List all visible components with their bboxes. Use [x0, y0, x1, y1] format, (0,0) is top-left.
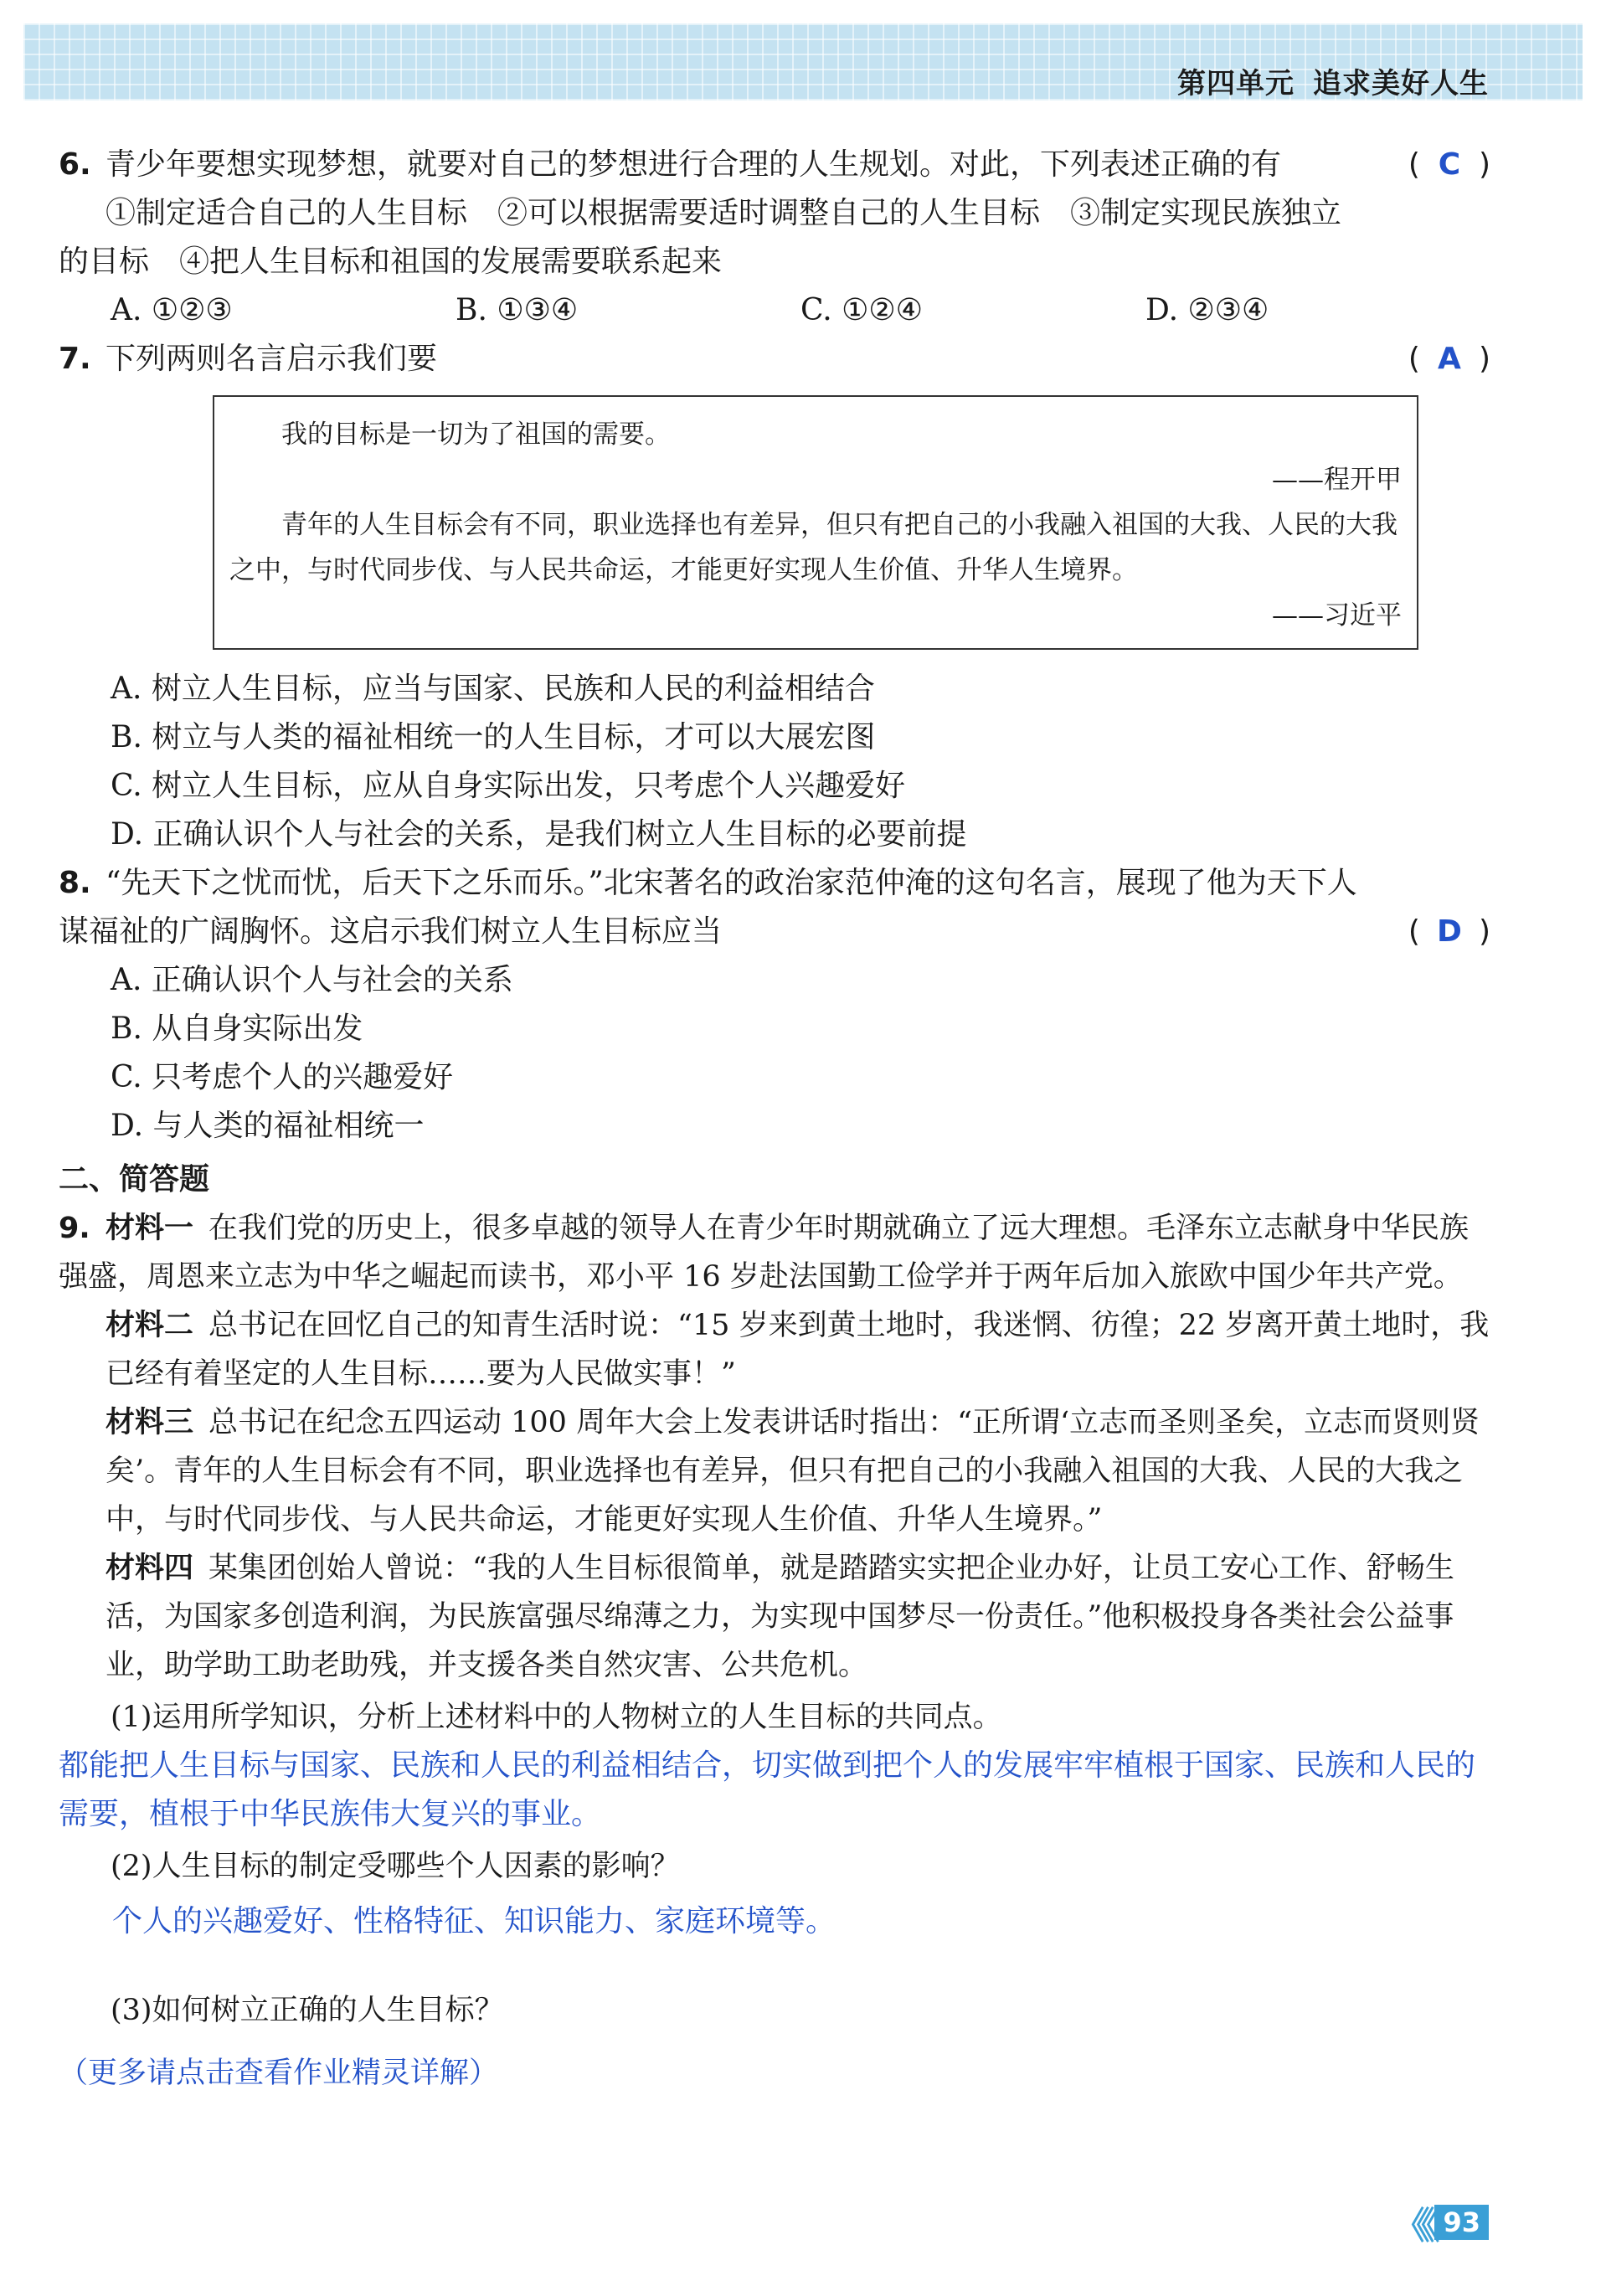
material-4-label: 材料四: [106, 1552, 194, 1585]
sub-question-1: (1)运用所学知识，分析上述材料中的人物树立的人生目标的共同点。: [111, 1701, 1002, 1734]
question-number: 9.: [59, 1212, 90, 1245]
material-3-label: 材料三: [106, 1406, 194, 1439]
quote-2-source: ——习近平: [1272, 600, 1402, 631]
quote-1-source: ——程开甲: [1272, 465, 1402, 495]
answer-slot: ( D ): [1408, 908, 1490, 956]
option-a: A. 正确认识个人与社会的关系: [111, 963, 513, 997]
option-b: B. 从自身实际出发: [111, 1012, 363, 1046]
material-4: [59, 1544, 1490, 1690]
material-2-text: 总书记在回忆自己的知青生活时说：“15 岁来到黄土地时，我迷惘、彷徨；22 岁离开黄土地时，我已经有着坚定的人生目标……要为人民做实事！”: [106, 1309, 1490, 1391]
question-stem-line2: 谋福祉的广阔胸怀。这启示我们树立人生目标应当: [59, 914, 723, 949]
unit-name: 追求美好人生: [1313, 67, 1489, 100]
question-stem: 青少年要想实现梦想，就要对自己的梦想进行合理的人生规划。对此，下列表述正确的有: [106, 147, 1282, 182]
more-details-link[interactable]: （更多请点击查看作业精灵详解）: [59, 2057, 499, 2090]
option-b: B. ①③④: [456, 293, 579, 327]
quote-box: [213, 395, 1418, 650]
answer-1: 都能把人生目标与国家、民族和人民的利益相结合，切实做到把个人的发展牢牢植根于国家、民族和人民的需要，植根于中华民族伟大复兴的事业。: [59, 1748, 1476, 1831]
answer-choice: D: [1437, 914, 1462, 949]
page-content: [59, 141, 1490, 2092]
option-d: D. 正确认识个人与社会的关系，是我们树立人生目标的必要前提: [111, 817, 967, 852]
option-c: C. 树立人生目标，应从自身实际出发，只考虑个人兴趣爱好: [111, 769, 906, 803]
option-d: D. ②③④: [1145, 293, 1269, 327]
material-1-label: 材料一: [106, 1212, 194, 1245]
material-4-text: 某集团创始人曾说：“我的人生目标很简单，就是踏踏实实把企业办好，让员工安心工作、舒畅生活，为国家多创造利润，为民族富强尽绵薄之力，为实现中国梦尽一份责任。”他积极投身各类社会公益事业，助学助工助老助残，并支援各类自然灾害、公共危机。: [106, 1552, 1454, 1682]
section-title: 二、简答题: [59, 1162, 210, 1197]
quote-1: 我的目标是一切为了祖国的需要。: [281, 420, 671, 450]
answer-choice: C: [1438, 147, 1461, 182]
question-6-items-line2: 的目标 ④把人生目标和祖国的发展需要联系起来: [59, 245, 723, 279]
sub-question-2: (2)人生目标的制定受哪些个人因素的影响？: [111, 1850, 680, 1883]
question-stem: 下列两则名言启示我们要: [106, 342, 438, 376]
question-9: [59, 1204, 1490, 1301]
material-3: [59, 1398, 1490, 1544]
answer-slot: ( C ): [1408, 141, 1490, 189]
question-8: [59, 859, 1490, 908]
quote-2: 青年的人生目标会有不同，职业选择也有差异，但只有把自己的小我融入祖国的大我、人民的大我之中，与时代同步伐、与人民共命运，才能更好实现人生价值、升华人生境界。: [229, 510, 1398, 585]
question-number: 6.: [59, 147, 91, 182]
page-number-badge: 93: [1434, 2205, 1489, 2240]
material-1-text: 在我们党的历史上，很多卓越的领导人在青少年时期就确立了远大理想。毛泽东立志献身中华民族强盛，周恩来立志为中华之崛起而读书，邓小平 16 岁赴法国勤工俭学并于两年后加入旅欧中国少年共产党。: [59, 1212, 1470, 1294]
material-2: [59, 1301, 1490, 1398]
question-6-items-line1: ①制定适合自己的人生目标 ②可以根据需要适时调整自己的人生目标 ③制定实现民族独立: [106, 196, 1342, 230]
option-c: C. 只考虑个人的兴趣爱好: [111, 1060, 454, 1094]
question-stem-line1: “先天下之忧而忧，后天下之乐而乐。”北宋著名的政治家范仲淹的这句名言，展现了他为天下人: [106, 866, 1357, 900]
material-2-label: 材料二: [106, 1309, 194, 1342]
option-c: C. ①②④: [800, 293, 923, 327]
answer-choice: A: [1438, 342, 1461, 376]
question-number: 8.: [59, 866, 91, 900]
page-number: [1392, 2196, 1489, 2249]
question-6-options: [59, 286, 1490, 335]
option-a: A. ①②③: [111, 293, 233, 327]
answer-slot: ( A ): [1408, 335, 1490, 384]
unit-title: [1177, 60, 1489, 101]
sub-question-3: (3)如何树立正确的人生目标？: [111, 1994, 504, 2027]
option-a: A. 树立人生目标，应当与国家、民族和人民的利益相结合: [111, 672, 875, 706]
question-8-line2: [59, 908, 1490, 956]
chevron-left-icon: 《《: [1392, 2205, 1432, 2247]
question-8-options: [59, 956, 1490, 1151]
answer-2: 个人的兴趣爱好、性格特征、知识能力、家庭环境等。: [112, 1904, 836, 1938]
option-b: B. 树立与人类的福祉相统一的人生目标，才可以大展宏图: [111, 720, 876, 754]
option-d: D. 与人类的福祉相统一: [111, 1109, 425, 1143]
material-3-text: 总书记在纪念五四运动 100 周年大会上发表讲话时指出：“正所谓‘立志而圣则圣矣，立志而贤则贤矣’。青年的人生目标会有不同，职业选择也有差异，但只有把自己的小我融入祖国的大我、人民的大我之中，与时代同步伐、与人民共命运，才能更好实现人生价值、升华人生境界。”: [106, 1406, 1480, 1537]
question-number: 7.: [59, 342, 91, 376]
unit-label: 第四单元: [1177, 67, 1295, 100]
question-7: [59, 335, 1490, 384]
question-6: [59, 141, 1490, 189]
